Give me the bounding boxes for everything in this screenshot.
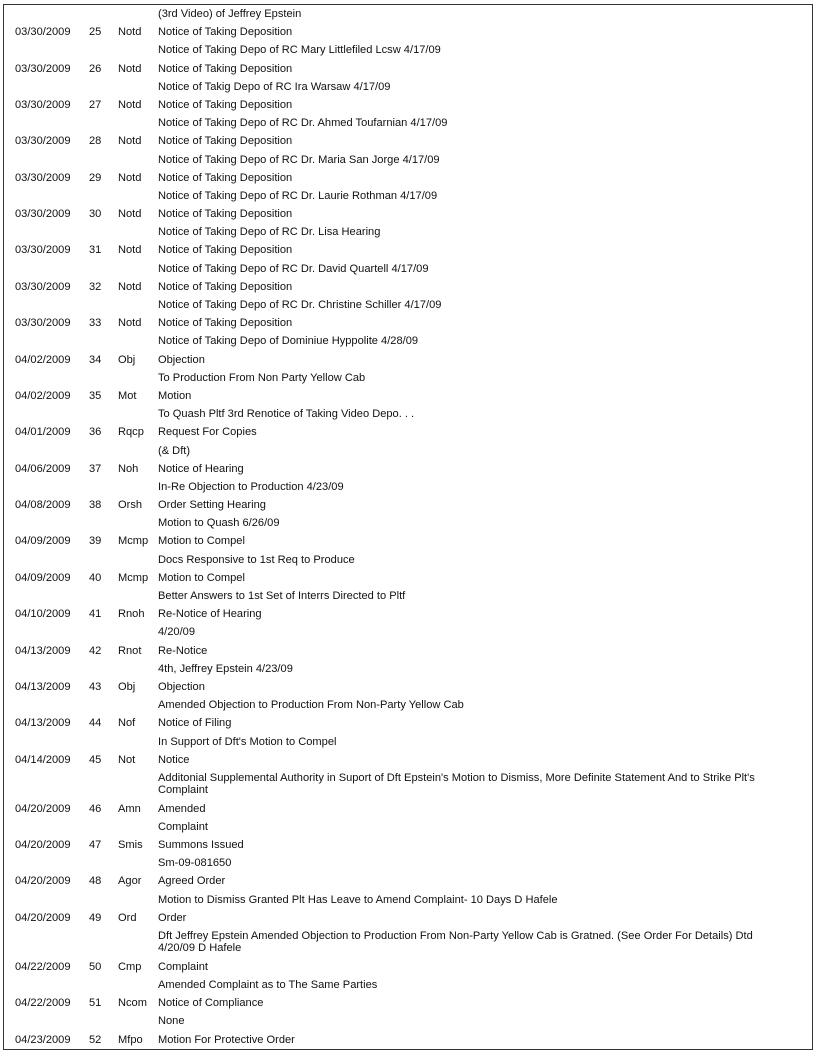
entry-detail: Notice of Taking Depo of RC Mary Littlefiled Lcsw 4/17/09 (158, 44, 441, 57)
docket-entry (3, 872, 811, 890)
entry-detail: None (158, 1015, 185, 1028)
entry-number: 27 (89, 98, 102, 111)
entry-number: 31 (89, 244, 102, 257)
entry-detail: Notice of Taking Depo of Dominiue Hyppolite 4/28/09 (158, 335, 419, 348)
docket-entry (3, 800, 811, 818)
entry-detail: To Quash Pltf 3rd Renotice of Taking Video Depo. . . (158, 408, 415, 421)
entry-number: 47 (89, 839, 102, 852)
entry-detail: Additonial Supplemental Authority in Suport of Dft Epstein's Motion to Dismiss, More Definite Statement And to Strike Plt's Complaint (158, 771, 755, 797)
entry-date: 04/08/2009 (15, 499, 71, 512)
docket-list (3, 5, 811, 1049)
entry-title: Motion For Protective Order (158, 1033, 295, 1046)
entry-title: Request For Copies (158, 426, 257, 439)
entry-detail-row (3, 114, 811, 132)
entry-date: 03/30/2009 (15, 62, 71, 75)
entry-number: 30 (89, 208, 102, 221)
entry-number: 50 (89, 960, 102, 973)
docket-entry (3, 387, 811, 405)
entry-detail: (3rd Video) of Jeffrey Epstein (158, 8, 302, 20)
entry-code: Mcmp (118, 535, 149, 548)
entry-detail: Notice of Taking Depo of RC Dr. Christine Schiller 4/17/09 (158, 299, 442, 311)
docket-entry (3, 532, 811, 550)
entry-detail: Notice of Taking Depo of RC Dr. David Quartell 4/17/09 (158, 262, 429, 275)
entry-detail: Motion to Quash 6/26/09 (158, 517, 280, 530)
entry-number: 52 (89, 1033, 102, 1046)
entry-title: Notice of Taking Deposition (158, 317, 293, 330)
entry-date: 03/30/2009 (15, 244, 71, 257)
entry-title: Re-Notice of Hearing (158, 608, 262, 621)
entry-title: Order (158, 911, 187, 924)
docket-entry (3, 23, 811, 41)
entry-detail: 4/20/09 (158, 626, 196, 639)
entry-detail: 4th, Jeffrey Epstein 4/23/09 (158, 662, 293, 675)
entry-detail-row (3, 296, 811, 314)
docket-entry (3, 994, 811, 1012)
entry-number: 42 (89, 644, 102, 657)
entry-date: 04/09/2009 (15, 535, 71, 548)
entry-title: Notice of Taking Deposition (158, 135, 293, 148)
entry-date: 04/10/2009 (15, 608, 71, 621)
entry-title: Complaint (158, 960, 208, 973)
entry-date: 04/20/2009 (15, 839, 71, 852)
entry-code: Notd (118, 171, 142, 184)
docket-entry (3, 958, 811, 976)
entry-detail-row (3, 187, 811, 205)
entry-date: 04/02/2009 (15, 389, 71, 402)
entry-code: Notd (118, 98, 142, 111)
docket-entry (3, 169, 811, 187)
entry-number: 45 (89, 753, 102, 766)
entry-detail: In Support of Dft's Motion to Compel (158, 735, 337, 748)
docket-entry (3, 836, 811, 854)
entry-date: 03/30/2009 (15, 98, 71, 111)
docket-entry (3, 496, 811, 514)
docket-entry (3, 751, 811, 769)
entry-number: 48 (89, 875, 102, 888)
entry-detail: Notice of Taking Depo of RC Dr. Lisa Hearing (158, 226, 381, 239)
entry-code: Ord (118, 911, 137, 924)
entry-title: Notice (158, 753, 190, 766)
entry-title: Motion to Compel (158, 535, 245, 548)
entry-detail-row (3, 976, 811, 994)
entry-code: Smis (118, 839, 143, 852)
entry-detail-row (3, 891, 811, 909)
docket-entry (3, 60, 811, 78)
entry-date: 04/20/2009 (15, 911, 71, 924)
entry-detail: Motion to Dismiss Granted Plt Has Leave to Amend Complaint- 10 Days D Hafele (158, 893, 558, 906)
entry-detail-row (3, 1012, 811, 1030)
entry-detail: Complaint (158, 820, 208, 833)
entry-code: Mot (118, 389, 137, 402)
entry-detail-row (3, 587, 811, 605)
entry-detail: In-Re Objection to Production 4/23/09 (158, 480, 344, 493)
entry-date: 03/30/2009 (15, 280, 71, 293)
docket-entry (3, 460, 811, 478)
entry-detail: Notice of Taking Depo of RC Dr. Laurie Rothman 4/17/09 (158, 189, 438, 202)
docket-entry (3, 351, 811, 369)
entry-date: 04/14/2009 (15, 753, 71, 766)
entry-code: Notd (118, 26, 142, 39)
entry-date: 03/30/2009 (15, 208, 71, 221)
entry-title: Motion to Compel (158, 571, 245, 584)
entry-code: Orsh (118, 499, 143, 512)
entry-code: Notd (118, 62, 142, 75)
entry-date: 04/01/2009 (15, 426, 71, 439)
entry-detail-row (3, 514, 811, 532)
entry-number: 38 (89, 499, 102, 512)
entry-detail-row (3, 660, 811, 678)
entry-detail: Notice of Taking Depo of RC Dr. Maria San Jorge 4/17/09 (158, 153, 440, 166)
entry-code: Rqcp (118, 426, 144, 439)
entry-code: Ncom (118, 997, 147, 1010)
entry-number: 36 (89, 426, 102, 439)
entry-detail-row (3, 818, 811, 836)
entry-code: Noh (118, 462, 139, 475)
entry-title: Motion (158, 389, 192, 402)
entry-detail: Notice of Taking Depo of RC Dr. Ahmed Toufarnian 4/17/09 (158, 117, 448, 130)
entry-date: 04/22/2009 (15, 997, 71, 1010)
entry-title: Agreed Order (158, 875, 226, 888)
entry-detail-row (3, 151, 811, 169)
entry-date: 04/23/2009 (15, 1033, 71, 1046)
entry-date: 04/02/2009 (15, 353, 71, 366)
entry-number: 43 (89, 680, 102, 693)
entry-title: Notice of Taking Deposition (158, 171, 293, 184)
entry-detail: Dft Jeffrey Epstein Amended Objection to Production From Non-Party Yellow Cab is Gratned. (See Order For Details) Dtd 4/20/09 D Hafele (158, 930, 753, 955)
entry-number: 28 (89, 135, 102, 148)
entry-date: 04/20/2009 (15, 875, 71, 888)
entry-title: Notice of Taking Deposition (158, 244, 293, 257)
entry-title: Notice of Compliance (158, 997, 264, 1010)
entry-title: Notice of Filing (158, 717, 232, 730)
entry-detail-row (3, 223, 811, 241)
entry-date: 03/30/2009 (15, 135, 71, 148)
entry-detail: To Production From Non Party Yellow Cab (158, 371, 366, 384)
entry-title: Summons Issued (158, 839, 244, 852)
entry-code: Rnot (118, 644, 142, 657)
entry-detail-continued (3, 5, 811, 23)
docket-entry (3, 314, 811, 332)
entry-number: 33 (89, 317, 102, 330)
entry-detail-row (3, 927, 811, 958)
entry-date: 04/13/2009 (15, 680, 71, 693)
entry-number: 39 (89, 535, 102, 548)
entry-detail: Notice of Takig Depo of RC Ira Warsaw 4/17/09 (158, 80, 391, 93)
entry-detail-row (3, 623, 811, 641)
entry-date: 04/09/2009 (15, 571, 71, 584)
entry-code: Rnoh (118, 608, 145, 621)
docket-entry (3, 678, 811, 696)
entry-date: 03/30/2009 (15, 171, 71, 184)
entry-detail-row (3, 478, 811, 496)
entry-code: Mfpo (118, 1033, 143, 1046)
entry-title: Notice of Taking Deposition (158, 26, 293, 39)
entry-code: Notd (118, 244, 142, 257)
entry-detail-row (3, 41, 811, 59)
entry-detail-row (3, 369, 811, 387)
entry-detail-row (3, 551, 811, 569)
entry-date: 04/13/2009 (15, 644, 71, 657)
entry-code: Obj (118, 680, 136, 693)
entry-title: Notice of Taking Deposition (158, 280, 293, 293)
docket-entry (3, 1031, 811, 1049)
docket-entry (3, 605, 811, 623)
entry-detail: Amended Complaint as to The Same Parties (158, 979, 378, 991)
entry-number: 44 (89, 717, 102, 730)
docket-entry (3, 132, 811, 150)
entry-detail-row (3, 733, 811, 751)
entry-detail: Amended Objection to Production From Non-Party Yellow Cab (158, 699, 464, 712)
entry-title: Notice of Taking Deposition (158, 98, 293, 111)
entry-number: 29 (89, 171, 102, 184)
entry-title: Notice of Taking Deposition (158, 208, 293, 221)
entry-title: Objection (158, 680, 205, 693)
entry-number: 34 (89, 353, 102, 366)
entry-code: Notd (118, 317, 142, 330)
entry-code: Notd (118, 135, 142, 148)
entry-code: Mcmp (118, 571, 149, 584)
entry-code: Notd (118, 208, 142, 221)
entry-date: 04/22/2009 (15, 960, 71, 973)
entry-code: Not (118, 753, 136, 766)
entry-title: Amended (158, 802, 206, 815)
docket-entry (3, 423, 811, 441)
entry-title: Notice of Taking Deposition (158, 62, 293, 75)
entry-code: Obj (118, 353, 136, 366)
docket-entry (3, 241, 811, 259)
docket-entry (3, 205, 811, 223)
entry-date: 04/06/2009 (15, 462, 71, 475)
docket-entry (3, 642, 811, 660)
entry-date: 04/20/2009 (15, 802, 71, 815)
entry-detail-row (3, 696, 811, 714)
entry-number: 49 (89, 911, 102, 924)
entry-detail-row (3, 405, 811, 423)
entry-detail: Docs Responsive to 1st Req to Produce (158, 553, 355, 566)
entry-title: Order Setting Hearing (158, 499, 266, 512)
entry-number: 46 (89, 802, 102, 815)
entry-detail: (& Dft) (158, 444, 191, 457)
entry-number: 51 (89, 997, 102, 1010)
entry-detail: Better Answers to 1st Set of Interrs Directed to Pltf (158, 590, 406, 602)
entry-number: 32 (89, 280, 102, 293)
entry-code: Nof (118, 717, 136, 730)
entry-date: 04/13/2009 (15, 717, 71, 730)
entry-code: Notd (118, 280, 142, 293)
entry-detail-row (3, 769, 811, 800)
entry-detail-row (3, 260, 811, 278)
entry-code: Cmp (118, 960, 142, 973)
docket-entry (3, 278, 811, 296)
entry-detail: Sm-09-081650 (158, 857, 232, 870)
entry-code: Agor (118, 875, 142, 888)
entry-detail-row (3, 854, 811, 872)
entry-title: Re-Notice (158, 644, 208, 657)
docket-entry (3, 714, 811, 732)
docket-entry (3, 909, 811, 927)
entry-title: Objection (158, 353, 205, 366)
entry-detail-row (3, 442, 811, 460)
docket-entry (3, 569, 811, 587)
entry-number: 40 (89, 571, 102, 584)
entry-number: 25 (89, 26, 102, 39)
entry-code: Amn (118, 802, 141, 815)
entry-number: 37 (89, 462, 102, 475)
entry-number: 26 (89, 62, 102, 75)
entry-title: Notice of Hearing (158, 462, 244, 475)
entry-number: 41 (89, 608, 102, 621)
entry-number: 35 (89, 389, 102, 402)
entry-date: 03/30/2009 (15, 26, 71, 39)
docket-entry (3, 96, 811, 114)
entry-detail-row (3, 332, 811, 350)
entry-date: 03/30/2009 (15, 317, 71, 330)
entry-detail-row (3, 78, 811, 96)
